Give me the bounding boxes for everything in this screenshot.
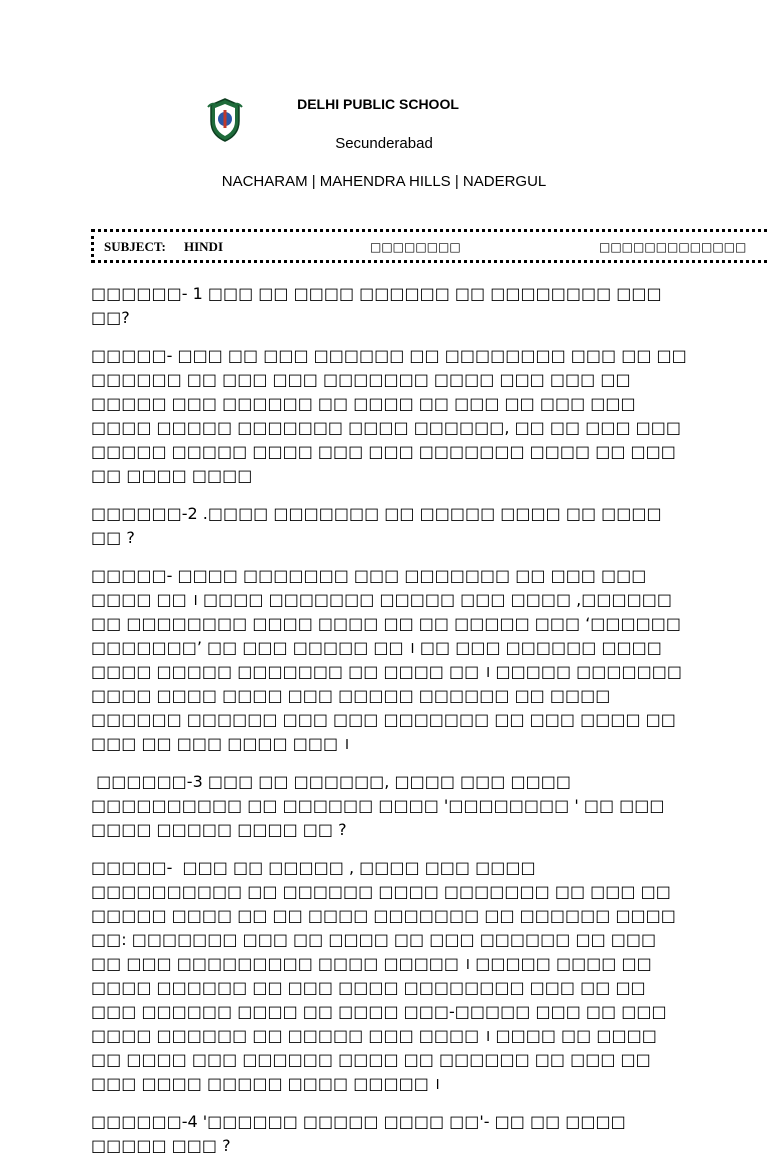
question-answer-content	[91, 282, 691, 1172]
school-name: DELHI PUBLIC SCHOOL	[297, 96, 459, 112]
subject-box	[91, 229, 768, 263]
answer-2: □□□□□- □□□□ □□□□□□□ □□□ □□□□□□□ □□ □□□ □□□ □□□□ □□ । □□□□ □□□□□□□ □□□□□ □□□ □□□□ ,□□□□□□ □□ □□□□□□□□ □□□□ □□□□ □□ □□ □□□□□ □□□ ‘□□□□□□ □□□□□□□’ □□ □□□ □□□□□ □□ । □□ □□□ □□□□□□ □□□□ □□□□ □□□□□ □□□□□□□ □□ □□□□ □□ । □□□□□ □□□□□□□ □□□□ □□□□ □□□□ □□□ □□□□□ □□□□□□ □□ □□□□ □□□□□□ □□□□□□ □□□ □□□ □□□□□□□ □□ □□□ □□□□ □□ □□□ □□ □□□ □□□□ □□□ ।	[91, 566, 688, 753]
question-4: □□□□□□-4 '□□□□□□ □□□□□ □□□□ □□'- □□ □□ □□□□ □□□□□ □□□ ?	[91, 1112, 631, 1155]
answer-3: □□□□□- □□□ □□ □□□□□ , □□□□ □□□ □□□□ □□□□□□□□□□ □□ □□□□□□ □□□□ □□□□□□□ □□ □□□ □□ □□□□□ □□□□ □□ □□ □□□□ □□□□□□□ □□ □□□□□□ □□□□ □□: □□□□□□□ □□□ □□ □□□□ □□ □□□ □□□□□□ □□ □□□ □□ □□□ □□□□□□□□□ □□□□ □□□□□ । □□□□□ □□□□ □□ □□□□ □□□□□□ □□ □□□ □□□□ □□□□□□□□ □□□ □□ □□ □□□ □□□□□□ □□□□ □□ □□□□ □□□-□□□□□ □□□ □□ □□□ □□□□ □□□□□□ □□ □□□□□ □□□ □□□□ । □□□□ □□ □□□□ □□ □□□□ □□□ □□□□□□ □□□□ □□ □□□□□□ □□ □□□ □□ □□□ □□□□ □□□□□ □□□□ □□□□□ ।	[91, 858, 681, 1093]
school-city: Secunderabad	[335, 135, 433, 152]
school-branches: NACHARAM | MAHENDRA HILLS | NADERGUL	[221, 173, 547, 190]
subject-right-text: □□□□□□□□□□□□□	[599, 240, 747, 254]
question-3: □□□□□□-3 □□□ □□ □□□□□□, □□□□ □□□ □□□□ □□□□□□□□□□ □□ □□□□□□ □□□□ '□□□□□□□□ ' □□ □□□ □□□□ □□□□□ □□□□ □□ ?	[91, 772, 670, 839]
subject-middle-text: □□□□□□□□	[370, 240, 461, 254]
question-2: □□□□□□-2 .□□□□ □□□□□□□ □□ □□□□□ □□□□ □□ □□□□ □□ ?	[91, 504, 667, 547]
answer-1: □□□□□- □□□ □□ □□□ □□□□□□ □□ □□□□□□□□ □□□ □□ □□ □□□□□□ □□ □□□ □□□ □□□□□□□ □□□□ □□□ □□□ □□ □□□□□ □□□ □□□□□□ □□ □□□□ □□ □□□ □□ □□□ □□□ □□□□ □□□□□ □□□□□□□ □□□□ □□□□□□, □□ □□ □□□ □□□ □□□□□ □□□□□ □□□□ □□□ □□□ □□□□□□□ □□□□ □□ □□□ □□ □□□□ □□□□	[91, 346, 692, 485]
subject-value: HINDI	[184, 239, 224, 254]
question-1: □□□□□□- 1 □□□ □□ □□□□ □□□□□□ □□ □□□□□□□□ □□□ □□?	[91, 284, 667, 327]
subject-label: SUBJECT:	[104, 239, 166, 254]
